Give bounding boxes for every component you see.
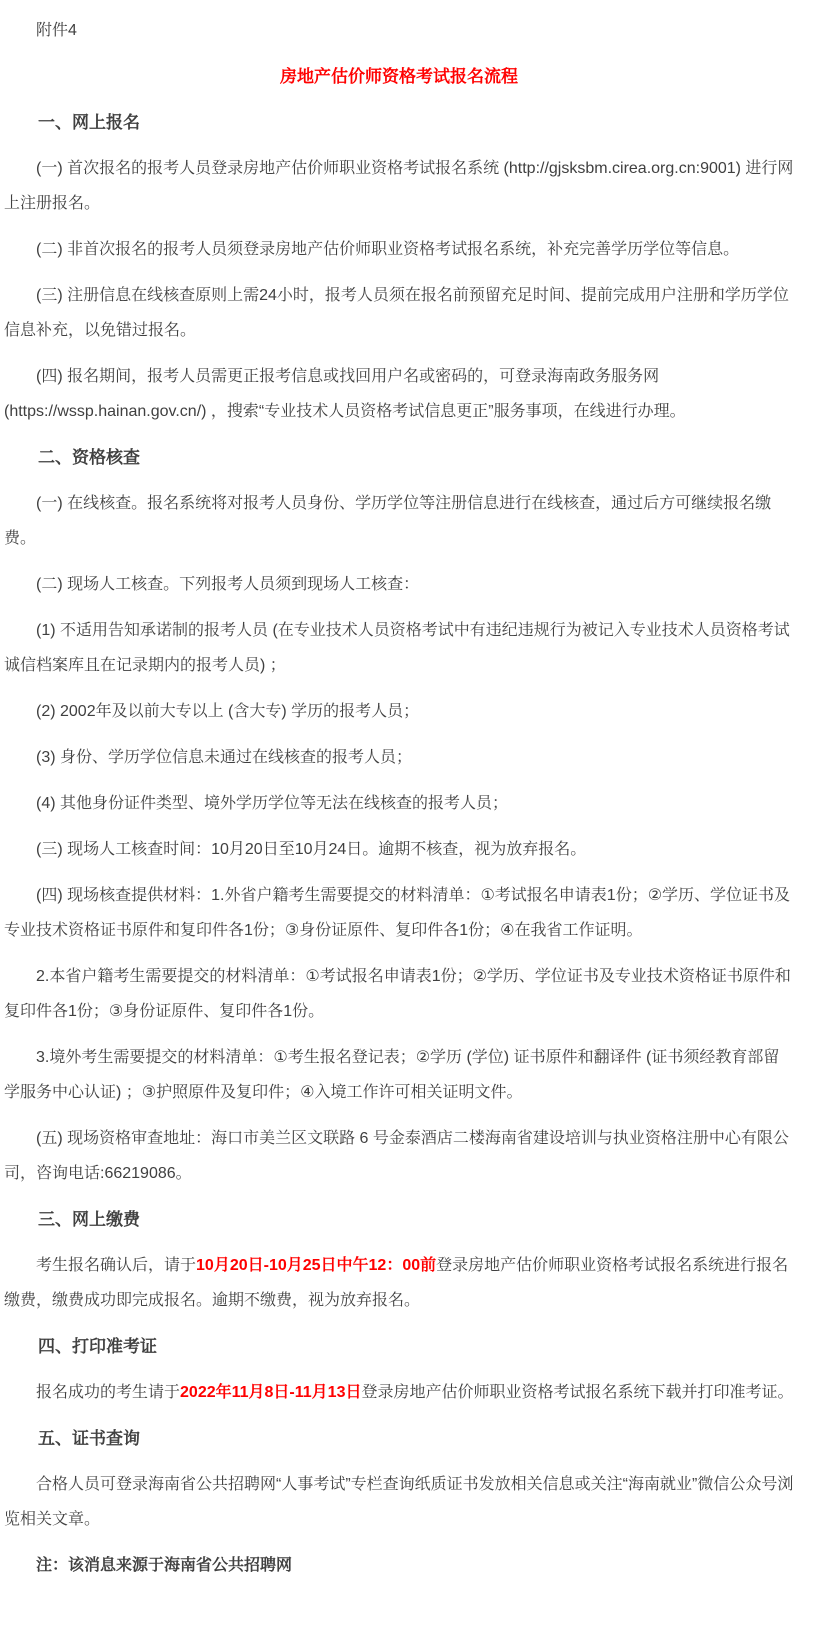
text-run: (一) 在线核查。报名系统将对报考人员身份、学历学位等注册信息进行在线核查，通过后方可继续报名缴费。: [4, 495, 772, 547]
text-run: (1) 不适用告知承诺制的报考人员 (在专业技术人员资格考试中有违纪违规行为被记入专业技术人员资格考试诚信档案库且在记录期内的报考人员) ；: [4, 622, 790, 674]
text-run: 3.境外考生需要提交的材料清单：①考生报名登记表；②学历 (学位) 证书原件和翻译件 (证书须经教育部留学服务中心认证) ；③护照原件及复印件；④入境工作许可相关证明文件。: [4, 1049, 780, 1101]
heading-online-payment: [4, 1202, 794, 1237]
text-run: (二) 非首次报名的报考人员须登录房地产估价师职业资格考试报名系统，补充完善学历学位等信息。: [36, 241, 740, 258]
text-run: 四、打印准考证: [38, 1337, 157, 1356]
heading-qualification-review: [4, 440, 794, 475]
text-run: (五) 现场资格审查地址：海口市美兰区文联路 6 号金泰酒店二楼海南省建设培训与执业资格注册中心有限公司，咨询电话:66219086。: [4, 1130, 789, 1182]
heading-certificate-query: [4, 1421, 794, 1456]
text-run: 登录房地产估价师职业资格考试报名系统进行报名缴费，缴费成功即完成报名。逾期不缴费，视为放弃报名。: [4, 1257, 789, 1309]
doc-title: [4, 59, 794, 94]
para-online-review: [4, 486, 794, 556]
text-run: 一、网上报名: [38, 113, 140, 132]
para-onsite-time: [4, 832, 794, 867]
text-run: 考生报名确认后，请于: [36, 1257, 197, 1274]
para-non-first-time: [4, 232, 794, 267]
para-payment: [4, 1248, 794, 1318]
text-run: (三) 注册信息在线核查原则上需24小时，报考人员须在报名前预留充足时间、提前完成用户注册和学历学位信息补充，以免错过报名。: [4, 287, 789, 339]
text-run: 报名成功的考生请于: [36, 1384, 181, 1401]
text-run: (三) 现场人工核查时间：10月20日至10月24日。逾期不核查，视为放弃报名。: [36, 841, 587, 858]
highlight-red-text: 10月20日-10月25日中午12：00前: [196, 1257, 437, 1274]
para-first-time: [4, 151, 794, 221]
attachment-label: [4, 13, 794, 48]
heading-online-registration: [4, 105, 794, 140]
para-materials-in-province: [4, 959, 794, 1029]
text-run: 登录房地产估价师职业资格考试报名系统下载并打印准考证。: [361, 1384, 794, 1401]
text-run: 房地产估价师资格考试报名流程: [280, 67, 518, 86]
text-run: 二、资格核查: [38, 448, 140, 467]
text-run: (4) 其他身份证件类型、境外学历学位等无法在线核查的报考人员；: [36, 795, 509, 812]
note-source: [4, 1548, 794, 1583]
item-pre-2002: [4, 694, 794, 729]
item-id-not-passed: [4, 740, 794, 775]
para-certificate-query: [4, 1467, 794, 1537]
para-materials-overseas: [4, 1040, 794, 1110]
para-online-check-24h: [4, 278, 794, 348]
text-run: (四) 现场核查提供材料：1.外省户籍考生需要提交的材料清单：①考试报名申请表1份；②学历、学位证书及专业技术资格证书原件和复印件各1份；③身份证原件、复印件各1份；④在我省工作证明。: [4, 887, 791, 939]
text-run: 附件4: [36, 22, 77, 39]
item-no-commitment: [4, 613, 794, 683]
para-onsite-review-intro: [4, 567, 794, 602]
text-run: (四) 报名期间，报考人员需更正报考信息或找回用户名或密码的，可登录海南政务服务网 (https://wssp.hainan.gov.cn/) ，搜索“专业技术人员资格考试信息更正”服务事项，在线进行办理。: [4, 368, 686, 420]
text-run: 2.本省户籍考生需要提交的材料清单：①考试报名申请表1份；②学历、学位证书及专业技术资格证书原件和复印件各1份；③身份证原件、复印件各1份。: [4, 968, 791, 1020]
item-other-id-types: [4, 786, 794, 821]
text-run: 五、证书查询: [38, 1429, 140, 1448]
para-print-ticket: [4, 1375, 794, 1410]
text-run: 注：该消息来源于海南省公共招聘网: [36, 1557, 293, 1574]
text-run: (一) 首次报名的报考人员登录房地产估价师职业资格考试报名系统 (http://gjsksbm.cirea.org.cn:9001) 进行网上注册报名。: [4, 160, 794, 212]
highlight-red-text: 2022年11月8日-11月13日: [180, 1384, 362, 1401]
heading-print-ticket: [4, 1329, 794, 1364]
text-run: (二) 现场人工核查。下列报考人员须到现场人工核查：: [36, 576, 420, 593]
para-review-address: [4, 1121, 794, 1191]
document-body: [4, 13, 794, 1583]
text-run: 合格人员可登录海南省公共招聘网“人事考试”专栏查询纸质证书发放相关信息或关注“海南就业”微信公众号浏览相关文章。: [4, 1476, 794, 1528]
text-run: 三、网上缴费: [38, 1210, 140, 1229]
para-materials-out-province: [4, 878, 794, 948]
text-run: (2) 2002年及以前大专以上 (含大专) 学历的报考人员；: [36, 703, 420, 720]
para-info-correction: [4, 359, 794, 429]
text-run: (3) 身份、学历学位信息未通过在线核查的报考人员；: [36, 749, 413, 766]
